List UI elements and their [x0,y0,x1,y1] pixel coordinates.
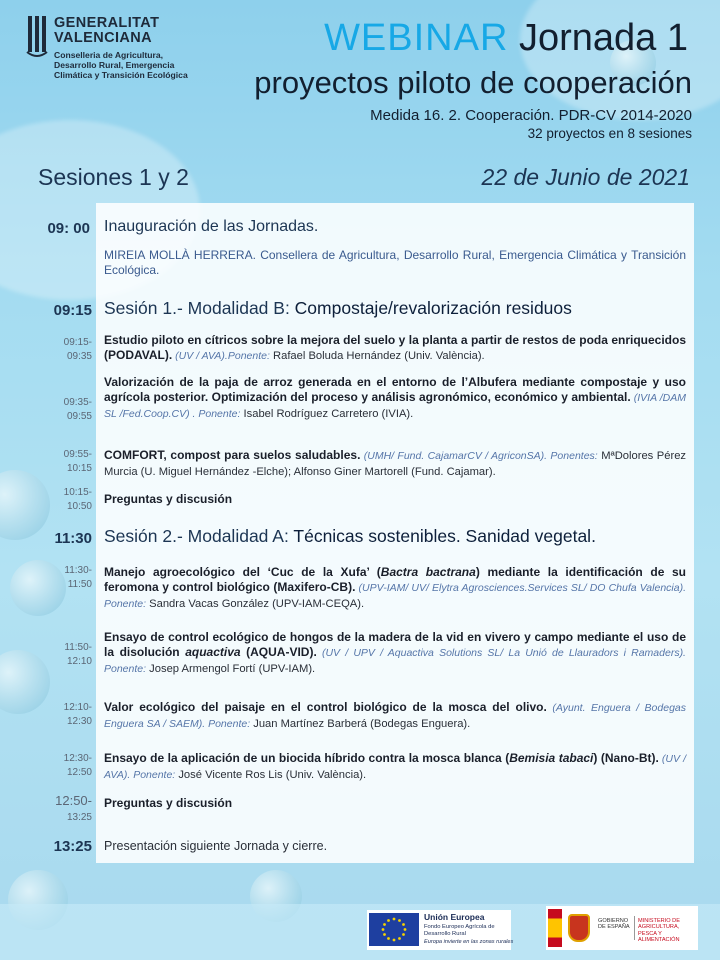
ponente-name: MªDolores Pérez Murcia (U. Miguel Hernández -Elche); Alfonso Giner Martorell (Fund. Cajamar). [104,450,687,478]
webinar-word: WEBINAR [324,17,509,59]
ponente-name: Isabel Rodríguez Carretero (IVIA). [240,408,414,420]
divider [634,916,635,940]
item-time [40,396,92,424]
item-title [104,700,547,714]
time-start: 12:10- [63,702,92,713]
item-org: (IVIA /DAM SL /Fed.Coop.CV) . [104,392,686,420]
sessions-label: Sesiones 1 y 2 [38,164,189,190]
ministry-logo [546,906,698,950]
item-org: (UV / AVA). [104,753,686,781]
questions-label [104,796,686,811]
questions-text: Preguntas y discusión [104,796,233,810]
eu-feader-logo [367,910,514,950]
time-start: 09:15- [63,337,92,348]
item-time [40,701,92,729]
time-end: 12:50 [66,767,92,778]
ponente-name: José Vicente Ros Lis (Univ. València). [175,769,367,781]
ponente-label: Ponente: [104,663,147,675]
ponente-label: Ponentes: [550,450,598,462]
item-time [40,564,92,592]
session1-time: 09:15 [53,302,92,319]
title-part: ) (Nano-Bt). [593,751,659,765]
item-org: (Ayunt. Enguera / Bodegas Enguera SA / SAEM). [104,702,686,730]
jornada-word: Jornada 1 [508,17,688,59]
time-end: 09:35 [66,351,92,362]
time-end: 11:50 [67,579,92,590]
session1-prefix: Sesión 1.- Modalidad B: [104,298,295,318]
eu-motto: Europa invierte en las zonas rurales [424,939,514,945]
program-item [104,375,686,422]
time-end: 12:10 [66,656,92,667]
item-title: COMFORT, compost para suelos saludables. [104,448,361,462]
eu-fund: Fondo Europeo Agrícola de Desarrollo Rural [424,924,495,937]
webinar-title [324,18,688,58]
program-item [104,630,686,677]
time-start: 11:30- [64,565,92,576]
page-subtitle: proyectos piloto de cooperación [254,65,692,100]
time-start: 10:15- [63,487,92,498]
ponente-label: Ponente: [227,350,270,362]
species-name: Bactra bactrana [380,565,476,579]
generalitat-logo [26,14,188,94]
item-time [40,641,92,669]
program-item [104,565,686,612]
session2-theme: Técnicas sostenibles. Sanidad vegetal. [293,526,596,546]
spain-crest-icon [568,914,590,942]
ponente-label: Ponente: [104,598,147,610]
item-org: (UMH/ Fund. CajamarCV / AgriconSA). [360,450,551,462]
time-end: 10:50 [66,501,92,512]
item-org: (UV / UPV / Aquactiva Solutions SL/ La Unió de Llauradors i Ramaders). [316,647,686,659]
ponente-label: Ponente: [198,408,241,420]
questions-time [30,793,92,825]
eu-stars-icon [369,913,419,946]
time-end: 09:55 [66,411,92,422]
event-date: 22 de Junio de 2021 [481,164,690,190]
projects-line: 32 proyectos en 8 sesiones [527,126,692,141]
opening-time: 09: 00 [47,220,90,237]
ponente-name: Rafael Boluda Hernández (Univ. València). [269,350,485,362]
session2-title [104,526,694,547]
ponente-name: Juan Martínez Barberá (Bodegas Enguera). [250,718,471,730]
ponente-label: Ponente: [133,769,176,781]
time-end: 12:30 [66,716,92,727]
title-part: Ensayo de control ecológico de hongos de la madera de la vid en vivero y campo mediante el uso de la disolución [104,630,686,659]
measure-line: Medida 16. 2. Cooperación. PDR-CV 2014-2020 [370,107,692,124]
title-part: Valor ecológico del paisaje en el control biológico de la mosca del olivo. [104,700,547,714]
session1-theme: Compostaje/revalorización residuos [294,298,572,318]
program-item [104,751,686,783]
title-part: (AQUA-VID). [240,645,317,659]
logo-subtitle: Conselleria de Agricultura, Desarrollo Rural, Emergencia Climática y Transición Ecológica [54,50,188,80]
ponente-name: Josep Armengol Fortí (UPV-IAM). [146,663,316,675]
program-item [104,333,686,364]
ponente-label: Ponente: [208,718,251,730]
ministry-label: MINISTERIO DE AGRICULTURA, PESCA Y ALIMENTACIÓN [638,918,680,944]
program-item [104,448,686,480]
time-start: 09:35- [63,397,92,408]
time-start: 11:50- [64,642,92,653]
item-time [40,752,92,780]
time-start: 12:50- [55,793,92,808]
eu-title: Unión Europea [424,912,485,922]
item-title: Estudio piloto en cítricos sobre la mejora del suelo y la planta a partir de restos de poda enriquecidos (PODAVAL). [104,333,686,362]
item-time [40,448,92,476]
title-part: ) mediante la identificación de su feromona y control biológico (Maxifero-CB). [104,565,686,594]
opening-title: Inauguración de las Jornadas. [104,218,319,235]
opening-speaker: MIREIA MOLLÀ HERRERA. Consellera de Agricultura, Desarrollo Rural, Emergencia Climática y Transición Ecológica. [104,248,686,277]
session2-time: 11:30 [54,530,92,547]
item-title: Valorización de la paja de arroz generada en el entorno de l’Albufera mediante compostaje y uso agrícola posterior. Optimización del proceso y análisis agronómico, económico y ambiental. [104,375,686,404]
questions-label [104,492,686,507]
logo-title: GENERALITAT VALENCIANA [54,15,160,46]
item-time [40,336,92,364]
time-end: 13:25 [66,812,92,823]
title-part: Ensayo de la aplicación de un biocida híbrido contra la mosca blanca ( [104,751,510,765]
gov-label: GOBIERNO DE ESPAÑA [598,918,630,931]
time-start: 09:55- [63,449,92,460]
product-name: aquactiva [185,645,241,659]
time-end: 10:15 [66,463,92,474]
closing-label: Presentación siguiente Jornada y cierre. [104,839,328,853]
item-org: (UV / AVA). [172,350,228,362]
generalitat-emblem-icon [26,14,48,58]
session1-title [104,298,694,319]
time-start: 12:30- [63,753,92,764]
item-title [104,751,659,765]
spain-flag-icon [548,909,562,947]
questions-text: Preguntas y discusión [104,492,233,506]
item-org: (UPV-IAM/ UV/ Elytra Agrosciences.Services SL/ DO Chufa Valencia). [355,582,686,594]
species-name: Bemisia tabaci [509,751,594,765]
closing-time: 13:25 [53,838,92,855]
program-item [104,700,686,732]
ponente-name: Sandra Vacas González (UPV-IAM-CEQA). [146,598,365,610]
questions-time [40,486,92,514]
eu-flag-icon [369,913,419,946]
title-part: Manejo agroecológico del ‘Cuc de la Xufa’ ( [104,565,381,579]
session2-prefix: Sesión 2.- Modalidad A: [104,526,294,546]
